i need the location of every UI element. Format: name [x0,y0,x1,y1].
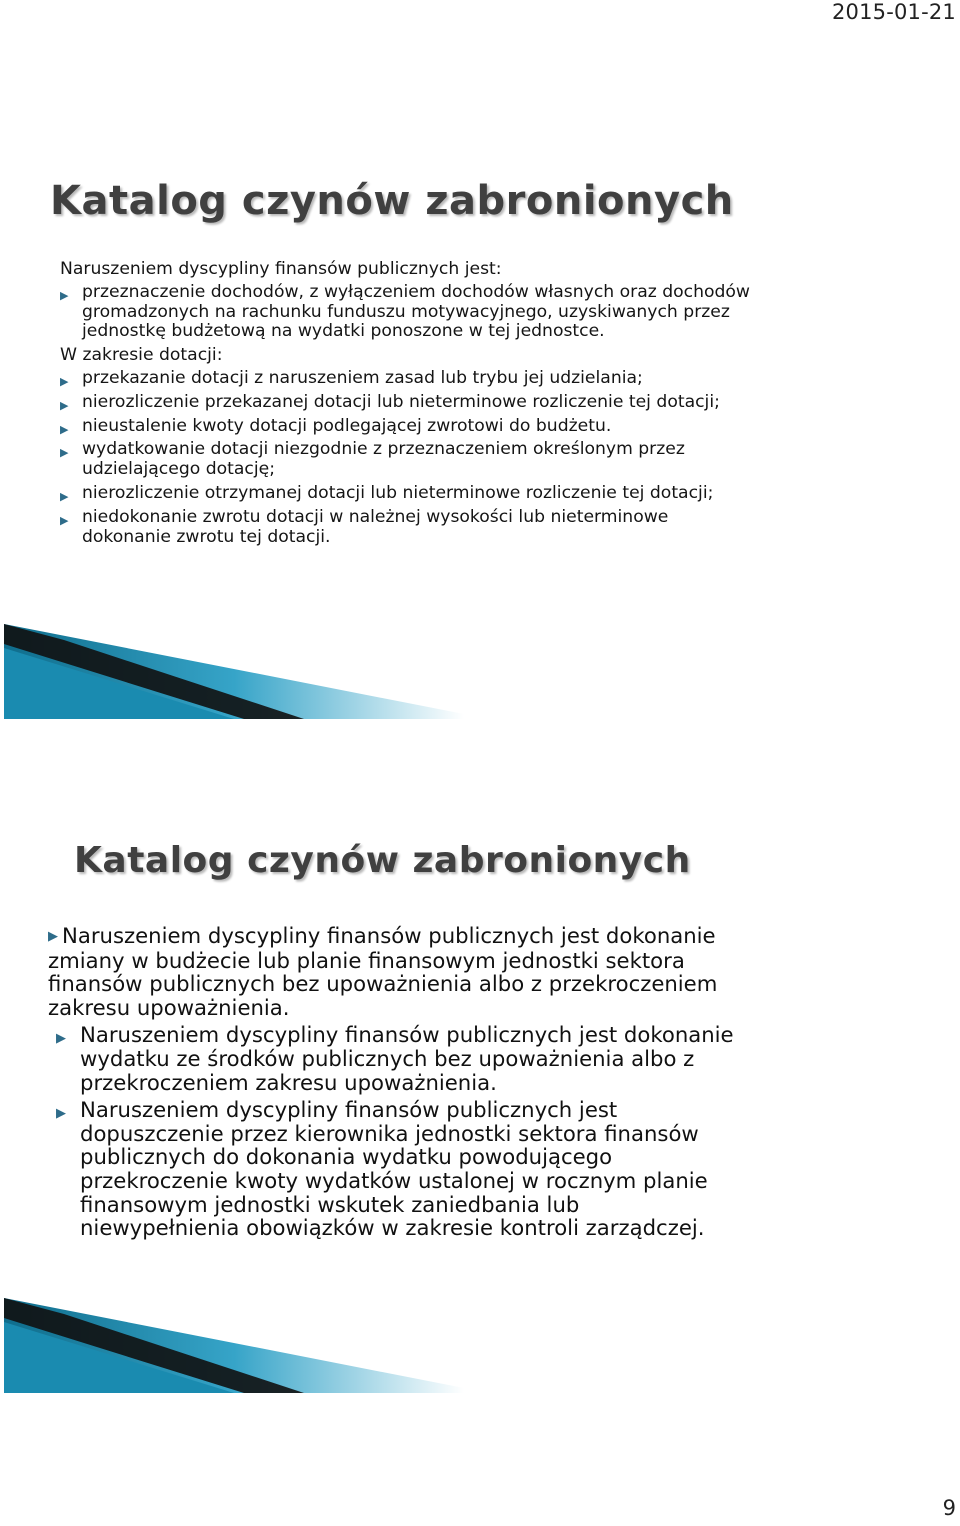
triangle-right-icon: ▶ [60,489,69,503]
bullet-item: ▶ niedokonanie zwrotu dotacji w należnej wysokości lub nieterminowe dokonanie zwrotu tej dotacji. [60,506,669,547]
page-number: 9 [942,1496,956,1520]
bullet-item: ▶ nieustalenie kwoty dotacji podlegającej zwrotowi do budżetu. [60,417,750,437]
bullet-item: ▶ przeznaczenie dochodów, z wyłączeniem dochodów własnych oraz dochodów gromadzonych na rachunku funduszu motywacyjnego, uzyskiwanych przez jednostkę budżetową na wydatki ponoszone w tej jednostce. [60,281,750,342]
slide-2 [0,820,960,1395]
bullet-item: ▶ nierozliczenie przekazanej dotacji lub nieterminowe rozliczenie tej dotacji; [60,393,750,413]
triangle-right-icon: ▶ [48,929,58,944]
bullet-list-dotacje [60,369,750,547]
triangle-right-icon: ▶ [60,446,69,460]
document-date: 2015-01-21 [831,0,956,24]
bullet-item: ▶ nierozliczenie otrzymanej dotacji lub nieterminowe rozliczenie tej dotacji; [60,484,750,504]
bullet-item: ▶ Naruszeniem dyscypliny finansów publicznych jest dokonanie wydatku ze środków publicznych bez upoważnienia albo z przekroczeniem zakresu upoważnienia. [56,1022,734,1095]
slide-body [48,924,738,1244]
subhead-text: W zakresie dotacji: [60,345,223,366]
triangle-right-icon: ▶ [60,513,69,527]
slide-body [60,260,750,551]
lead-text: Naruszeniem dyscypliny finansów publicznych jest: [60,259,502,279]
triangle-right-icon: ▶ [60,398,69,412]
triangle-right-icon: ▶ [60,374,69,388]
bullet-list-general [60,283,750,342]
bullet-item: ▶ wydatkowanie dotacji niezgodnie z przeznaczeniem określonym przez udzielającego dotację; [60,439,685,480]
bullet-list [48,1023,738,1239]
slide-title: Katalog czynów zabronionych [50,178,734,224]
triangle-right-icon: ▶ [56,1031,66,1047]
triangle-right-icon: ▶ [60,288,69,302]
bullet-paragraph: ▶ Naruszeniem dyscypliny finansów publicznych jest dokonanie zmiany w budżecie lub planie finansowym jednostki sektora finansów publicznych bez upoważnienia albo z przekroczeniem zakresu upoważnienia. [48,923,718,1020]
bullet-item: ▶ Naruszeniem dyscypliny finansów publicznych jest dopuszczenie przez kierownika jednostki sektora finansów publicznych do dokonania wydatku powodującego przekroczenie kwoty wydatków ustalonej w rocznym planie finansowym jednostki wskutek zaniedbania lub niewypełnienia obowiązków w zakresie kontroli zarządczej. [56,1097,708,1241]
slide-title: Katalog czynów zabronionych [74,840,691,881]
decorative-swoosh [4,624,464,719]
triangle-right-icon: ▶ [56,1106,66,1122]
slide-1 [0,150,960,720]
decorative-swoosh [4,1298,464,1393]
triangle-right-icon: ▶ [60,422,69,436]
bullet-item: ▶ przekazanie dotacji z naruszeniem zasad lub trybu jej udzielania; [60,369,750,389]
